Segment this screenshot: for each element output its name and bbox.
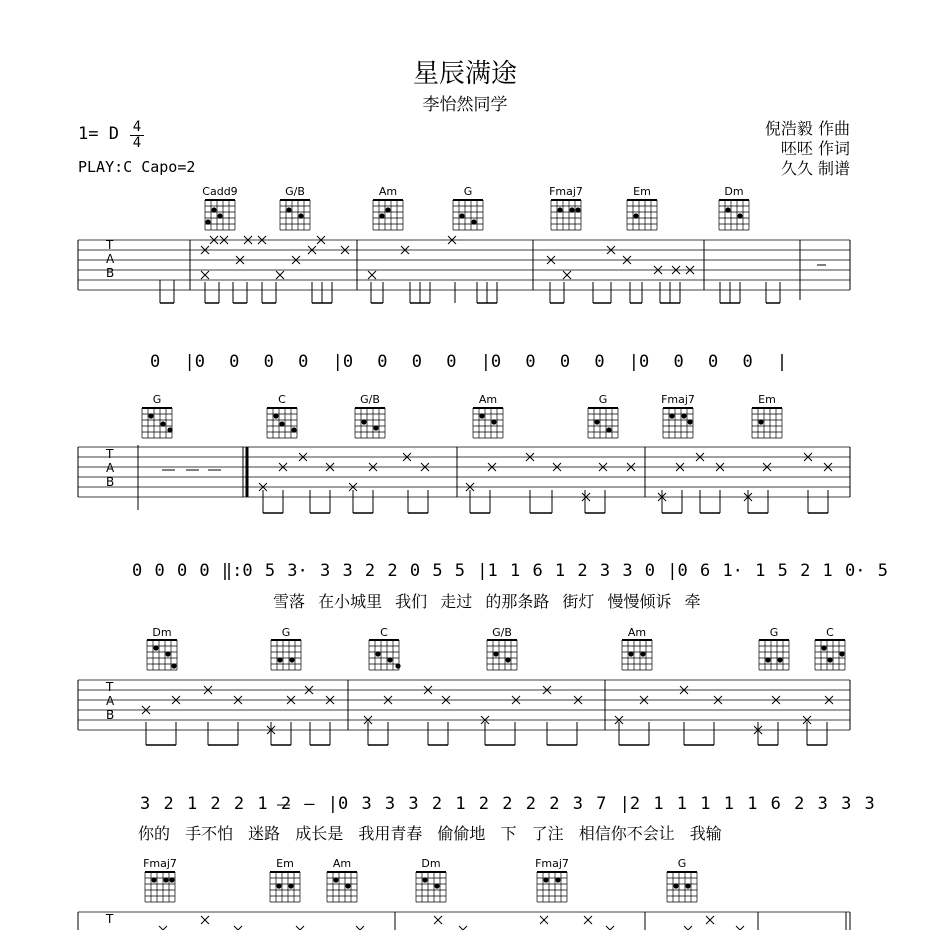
chord-name: Dm [152, 626, 172, 639]
finger-dot [491, 419, 496, 424]
finger-dot [606, 427, 611, 432]
composer-credit: 倪浩毅 作曲 [764, 119, 850, 138]
finger-dot [681, 413, 686, 418]
finger-dot [640, 651, 645, 656]
finger-dot [575, 207, 580, 212]
chord-name: Em [633, 185, 651, 198]
chord-name: C [380, 626, 388, 639]
chord-name: Dm [724, 185, 744, 198]
play-capo-line: PLAY:C Capo=2 [78, 158, 196, 176]
finger-dot [628, 651, 633, 656]
chord-name: G [463, 185, 473, 198]
chord-name: Am [627, 626, 647, 639]
chord-name: G [769, 626, 779, 639]
finger-dot [298, 213, 303, 218]
finger-dot [276, 883, 281, 888]
finger-dot [827, 657, 832, 662]
chord-name: G [281, 626, 291, 639]
finger-dot [375, 651, 380, 656]
finger-dot [557, 207, 562, 212]
chord-name: Dm [421, 857, 441, 870]
finger-dot [687, 419, 692, 424]
lyricist-credit: 呸呸 作词 [780, 139, 850, 158]
finger-dot [279, 421, 284, 426]
finger-dot [395, 663, 400, 668]
finger-dot [153, 645, 158, 650]
finger-dot [777, 657, 782, 662]
chord-name: Am [332, 857, 352, 870]
finger-dot [345, 883, 350, 888]
numbered-notation-row3: 3 2 1 2 2 1 2 – |0 3 3 3 2 1 2 2 2 2 3 7 |2 1 1 1 1 1 6 2 3 3 3 [140, 794, 875, 814]
finger-dot [211, 207, 216, 212]
chord-name: Fmaj7 [535, 857, 569, 870]
finger-dot [673, 883, 678, 888]
finger-dot [171, 663, 176, 668]
finger-dot [273, 413, 278, 418]
time-signature-top: 4 [132, 119, 142, 135]
finger-dot [737, 213, 742, 218]
tab-clef: T [106, 912, 114, 926]
finger-dot [288, 883, 293, 888]
lyrics-row2: 雪落 在小城里 我们 走过 的那条路 街灯 慢慢倾诉 牵 [273, 592, 701, 611]
finger-dot [493, 651, 498, 656]
finger-dot [291, 427, 296, 432]
finger-dot [169, 877, 174, 882]
lyrics-row3: 你的 手不怕 迷路 成长是 我用青春 偷偷地 下 了注 相信你不会让 我输 [138, 824, 722, 843]
finger-dot [385, 207, 390, 212]
finger-dot [160, 421, 165, 426]
finger-dot [277, 657, 282, 662]
finger-dot [569, 207, 574, 212]
finger-dot [361, 419, 366, 424]
chord-name: Fmaj7 [549, 185, 583, 198]
finger-dot [758, 419, 763, 424]
finger-dot [434, 883, 439, 888]
transcriber-credit: 久久 制谱 [780, 159, 850, 178]
finger-dot [594, 419, 599, 424]
key-signature: 1= D [78, 124, 119, 144]
numbered-notation-row1: 0 |0 0 0 0 |0 0 0 0 |0 0 0 0 |0 0 0 0 | [150, 352, 788, 372]
finger-dot [151, 877, 156, 882]
chord-name: C [278, 393, 286, 406]
chord-name: G [598, 393, 608, 406]
song-artist: 李怡然同学 [422, 95, 508, 115]
finger-dot [685, 883, 690, 888]
numbered-notation-row2: 0 0 0 0 ‖:0 5 3· 3 3 2 2 0 5 5 |1 1 6 1 2 3 3 0 |0 6 1· 1 5 2 1 0· 5 [132, 561, 888, 581]
finger-dot [163, 877, 168, 882]
chord-name: Fmaj7 [143, 857, 177, 870]
finger-dot [205, 219, 210, 224]
chord-name: Em [758, 393, 776, 406]
finger-dot [505, 657, 510, 662]
finger-dot [167, 427, 172, 432]
chord-name: C [826, 626, 834, 639]
finger-dot [479, 413, 484, 418]
finger-dot [669, 413, 674, 418]
finger-dot [543, 877, 548, 882]
finger-dot [148, 413, 153, 418]
chord-name: Am [378, 185, 398, 198]
finger-dot [289, 657, 294, 662]
finger-dot [373, 425, 378, 430]
tab-clef: T A B [106, 447, 115, 489]
chord-name: G/B [492, 626, 512, 639]
finger-dot [165, 651, 170, 656]
finger-dot [765, 657, 770, 662]
chord-name: Cadd9 [202, 185, 238, 198]
finger-dot [555, 877, 560, 882]
chord-name: Am [478, 393, 498, 406]
finger-dot [839, 651, 844, 656]
song-title: 星辰满途 [412, 59, 517, 89]
tab-clef: T A B [106, 238, 115, 280]
chord-name: G [677, 857, 687, 870]
chord-name: G [152, 393, 162, 406]
finger-dot [725, 207, 730, 212]
finger-dot [459, 213, 464, 218]
time-signature-bottom: 4 [132, 135, 142, 151]
finger-dot [379, 213, 384, 218]
finger-dot [471, 219, 476, 224]
finger-dot [422, 877, 427, 882]
chord-name: Em [276, 857, 294, 870]
finger-dot [387, 657, 392, 662]
finger-dot [821, 645, 826, 650]
tab-clef: T A B [106, 680, 115, 722]
chord-name: G/B [285, 185, 305, 198]
chord-name: G/B [360, 393, 380, 406]
finger-dot [217, 213, 222, 218]
chord-name: Fmaj7 [661, 393, 695, 406]
finger-dot [633, 213, 638, 218]
finger-dot [286, 207, 291, 212]
finger-dot [333, 877, 338, 882]
